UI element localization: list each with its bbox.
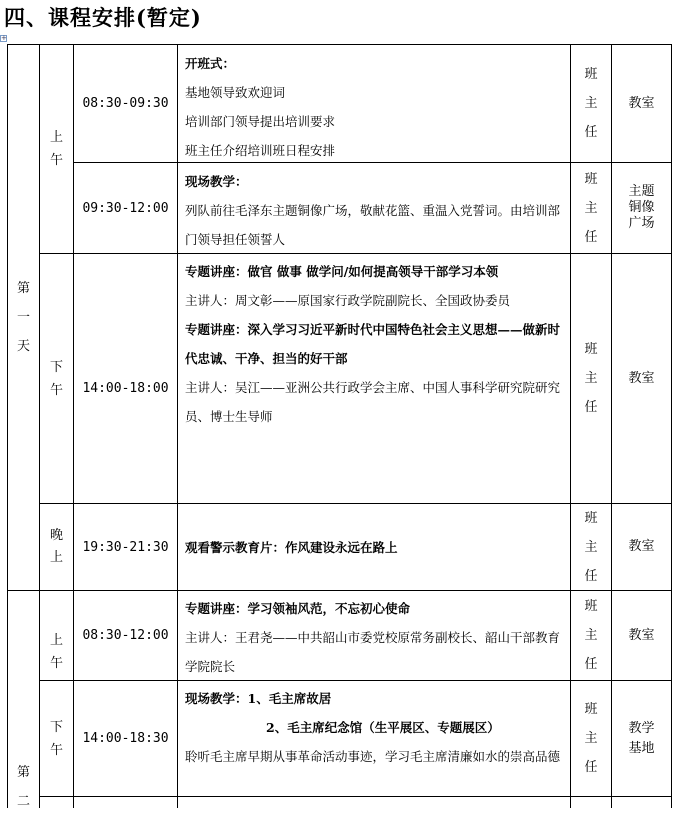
period-label: 晚上 (49, 528, 63, 565)
period-cell (40, 45, 73, 253)
session-heading: 专题讲座：学习领袖风范，不忘初心使命 (185, 601, 411, 616)
time-cell (74, 254, 177, 503)
session-heading: 现场教学：1、毛主席故居 (185, 691, 332, 706)
location-cell (612, 504, 671, 590)
period-label: 上午 (49, 633, 63, 671)
responsible-label: 班主任 (584, 599, 598, 672)
time-value: 09:30-12:00 (82, 200, 169, 216)
period-cell (40, 254, 73, 503)
session-line: 主讲人：周文彰——原国家行政学院副院长、全国政协委员 (185, 293, 511, 308)
location-cell (612, 163, 671, 253)
period-cell (40, 591, 73, 680)
session-content (185, 167, 565, 254)
responsible-cell (571, 45, 611, 162)
period-cell (40, 504, 73, 590)
location-label: 教室 (628, 539, 655, 554)
session-line: 基地领导致欢迎词 (185, 85, 286, 100)
location-label: 教室 (628, 627, 655, 643)
session-heading: 开班式： (185, 56, 236, 71)
location-cell (612, 681, 671, 796)
session-heading: 2、毛主席纪念馆（生平展区、专题展区） (266, 720, 500, 735)
responsible-cell (571, 591, 611, 680)
session-content (185, 684, 565, 771)
session-content (185, 257, 565, 431)
time-cell (74, 163, 177, 253)
time-value: 14:00-18:30 (82, 731, 169, 746)
location-cell (612, 591, 671, 680)
session-line: 培训部门领导提出培训要求 (185, 114, 336, 129)
location-label: 教学基地 (628, 720, 655, 756)
session-line: 班主任介绍培训班日程安排 (185, 143, 336, 158)
location-label: 主题铜像广场 (628, 184, 655, 231)
time-cell (74, 504, 177, 590)
location-cell (612, 254, 671, 503)
responsible-label: 班主任 (584, 702, 598, 775)
period-label: 下午 (49, 359, 63, 398)
session-heading: 现场教学： (185, 174, 248, 189)
day-label: 第二 (16, 765, 30, 809)
period-label: 下午 (49, 719, 63, 758)
section-title: 四、课程安排(暂定) (4, 5, 202, 30)
location-cell (612, 45, 671, 162)
location-label: 教室 (628, 95, 655, 111)
session-content (185, 533, 565, 562)
responsible-label: 班主任 (584, 510, 598, 584)
time-value: 19:30-21:30 (82, 539, 169, 555)
time-value: 08:30-09:30 (82, 96, 169, 111)
day-cell (8, 45, 39, 590)
day-label: 第一天 (16, 281, 30, 354)
responsible-label: 班主任 (584, 342, 598, 415)
period-cell (40, 681, 73, 796)
session-heading: 观看警示教育片：作风建设永远在路上 (185, 540, 398, 555)
session-content (185, 49, 565, 165)
session-line: 主讲人：王君尧——中共韶山市委党校原常务副校长、韶山干部教育学院院长 (185, 630, 561, 674)
session-line: 列队前往毛泽东主题铜像广场，敬献花篮、重温入党誓词。由培训部门领导担任领誓人 (185, 203, 561, 247)
session-heading: 专题讲座：做官 做事 做学问/如何提高领导干部学习本领 (185, 264, 499, 279)
session-heading: 专题讲座：深入学习习近平新时代中国特色社会主义思想——做新时代忠诚、干净、担当的好干部 (185, 322, 561, 366)
time-cell (74, 681, 177, 796)
time-cell (74, 591, 177, 680)
day-cell (8, 750, 39, 808)
time-value: 14:00-18:00 (82, 381, 169, 396)
responsible-cell (571, 504, 611, 590)
session-content (185, 594, 565, 681)
time-cell (74, 45, 177, 162)
responsible-cell (571, 254, 611, 503)
time-value: 08:30-12:00 (82, 628, 169, 643)
location-label: 教室 (628, 370, 655, 386)
period-label: 上午 (49, 130, 63, 168)
session-line: 主讲人：吴江——亚洲公共行政学会主席、中国人事科学研究院研究员、博士生导师 (185, 380, 561, 424)
table-move-handle-icon[interactable]: + (1, 34, 7, 42)
responsible-cell (571, 681, 611, 796)
responsible-label: 班主任 (584, 67, 598, 140)
responsible-cell (571, 163, 611, 253)
responsible-label: 班主任 (584, 171, 598, 245)
session-line: 聆听毛主席早期从事革命活动事迹，学习毛主席清廉如水的崇高品德 (185, 749, 561, 764)
